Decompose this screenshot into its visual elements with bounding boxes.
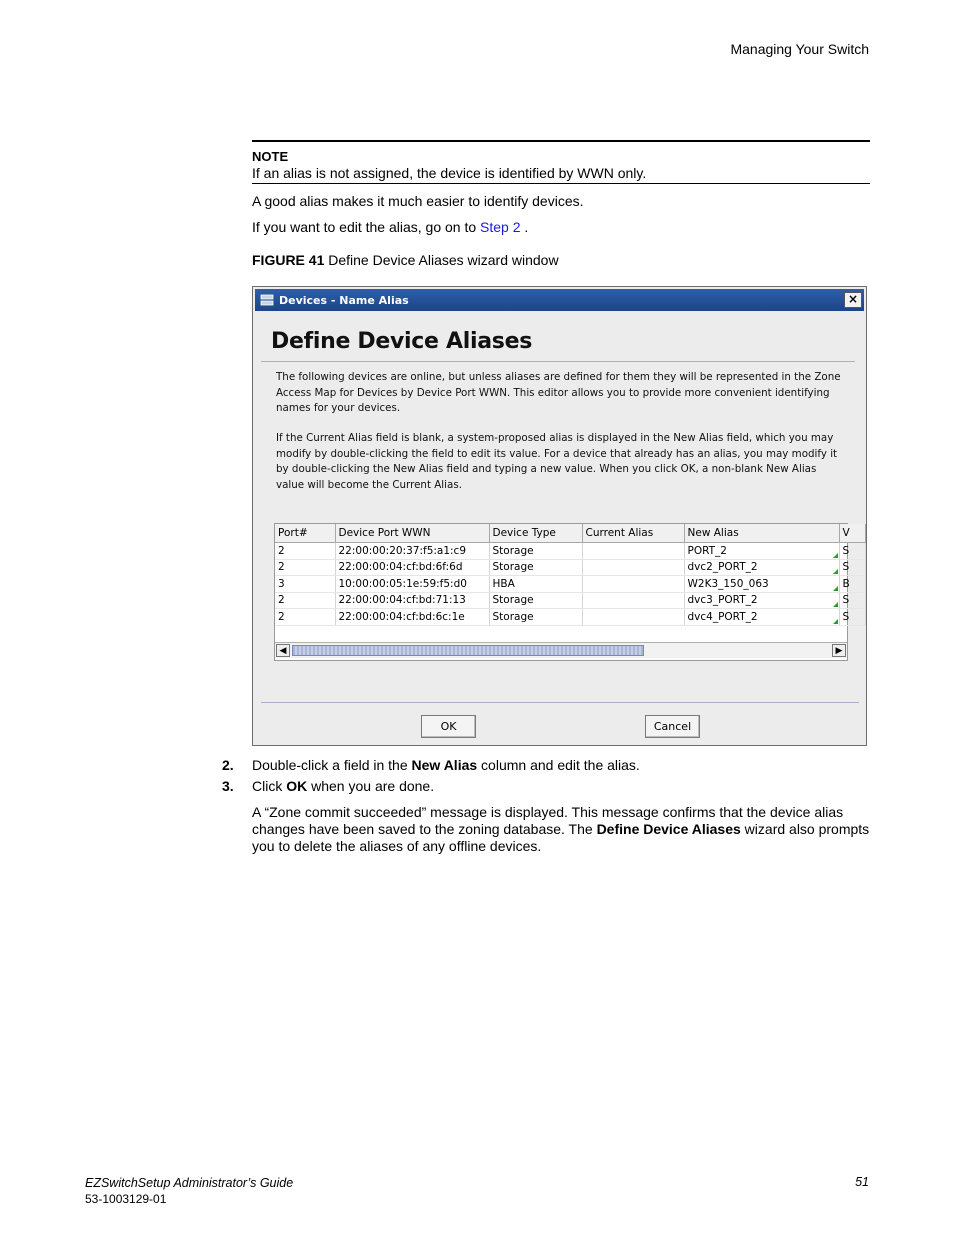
new-alias-value: dvc3_PORT_2 bbox=[687, 594, 758, 607]
ok-button[interactable]: OK bbox=[421, 715, 476, 738]
table-row[interactable] bbox=[275, 576, 865, 593]
footer-left bbox=[85, 1175, 293, 1207]
cell-new-alias[interactable] bbox=[684, 559, 839, 576]
dialog-description: The following devices are online, but unless aliases are defined for them they will be represented in the Zone Access Map for Devices by Device Port WWN. This editor allows you to provide more convenient identifying names for your devices. bbox=[276, 371, 841, 414]
cell-wwn: 22:00:00:20:37:f5:a1:c9 bbox=[335, 543, 489, 560]
step-number: 2. bbox=[222, 757, 234, 773]
new-alias-value: dvc4_PORT_2 bbox=[687, 610, 758, 623]
para-text-bold: Define Device Aliases bbox=[596, 821, 741, 837]
cell-wwn: 10:00:00:05:1e:59:f5:d0 bbox=[335, 576, 489, 593]
cell-port: 2 bbox=[275, 543, 335, 560]
cell-wwn: 22:00:00:04:cf:bd:71:13 bbox=[335, 592, 489, 609]
editable-marker-icon bbox=[833, 602, 838, 607]
new-alias-value: dvc2_PORT_2 bbox=[687, 561, 758, 574]
step-text-bold: OK bbox=[286, 778, 308, 794]
devices-icon bbox=[259, 293, 275, 307]
cell-wwn: 22:00:00:04:cf:bd:6f:6d bbox=[335, 559, 489, 576]
cell-truncated: S bbox=[839, 609, 865, 626]
dialog-heading: Define Device Aliases bbox=[271, 329, 532, 354]
editable-marker-icon bbox=[833, 553, 838, 558]
note-label: NOTE bbox=[252, 149, 289, 164]
body-paragraph: A good alias makes it much easier to identify devices. bbox=[252, 193, 584, 209]
dialog-description: If the Current Alias field is blank, a system-proposed alias is displayed in the New Alias field, which you may modify by double-clicking the field to edit its value. For a device that already has an alias, you may modify it by double-clicking the New Alias field and typing a new value. When you click OK, a non-blank New Alias value will become the Current Alias. bbox=[276, 432, 838, 491]
cell-port: 2 bbox=[275, 559, 335, 576]
table-row[interactable] bbox=[275, 543, 865, 560]
cell-device-type: Storage bbox=[489, 543, 582, 560]
table-header-row bbox=[275, 524, 865, 543]
para-text: A “Zone commit succeeded” message is displayed. This message confirms that the device alias changes have been saved to the zoning database. The bbox=[252, 804, 844, 837]
result-paragraph bbox=[252, 804, 872, 855]
cell-new-alias[interactable] bbox=[684, 609, 839, 626]
step-number: 3. bbox=[222, 778, 234, 794]
para-text: . bbox=[520, 219, 529, 235]
table-row[interactable] bbox=[275, 559, 865, 576]
note-top-rule bbox=[252, 140, 870, 142]
close-button[interactable]: × bbox=[844, 292, 862, 308]
column-header-new-alias[interactable]: New Alias bbox=[684, 524, 839, 543]
column-header-device-type[interactable]: Device Type bbox=[489, 524, 582, 543]
scroll-left-icon[interactable]: ◀ bbox=[276, 644, 290, 657]
para-text: wizard also prompts you to delete the aliases of any offline devices. bbox=[252, 821, 870, 854]
cancel-button[interactable]: Cancel bbox=[645, 715, 700, 738]
step-text-part: Click bbox=[252, 778, 287, 794]
para-text: If you want to edit the alias, go on to bbox=[252, 219, 481, 235]
step-text-part: Double-click a field in the bbox=[252, 757, 412, 773]
column-header-current-alias[interactable]: Current Alias bbox=[582, 524, 684, 543]
cell-new-alias[interactable] bbox=[684, 576, 839, 593]
heading-divider bbox=[261, 361, 855, 362]
note-text: If an alias is not assigned, the device is identified by WWN only. bbox=[252, 165, 647, 181]
cell-new-alias[interactable] bbox=[684, 543, 839, 560]
cell-device-type: HBA bbox=[489, 576, 582, 593]
cell-device-type: Storage bbox=[489, 592, 582, 609]
table-row[interactable] bbox=[275, 592, 865, 609]
figure-caption bbox=[252, 252, 559, 268]
body-paragraph bbox=[252, 219, 528, 235]
cell-truncated: S bbox=[839, 543, 865, 560]
figure-caption-text: Define Device Aliases wizard window bbox=[324, 252, 559, 268]
step-text-part: column and edit the alias. bbox=[477, 757, 640, 773]
step-text bbox=[252, 778, 434, 794]
cell-new-alias[interactable] bbox=[684, 592, 839, 609]
cell-truncated: B bbox=[839, 576, 865, 593]
cell-port: 2 bbox=[275, 592, 335, 609]
guide-title: EZSwitchSetup Administrator’s Guide bbox=[85, 1176, 294, 1190]
new-alias-value: W2K3_150_063 bbox=[687, 577, 769, 590]
column-header-wwn[interactable]: Device Port WWN bbox=[335, 524, 489, 543]
name-alias-dialog bbox=[252, 286, 867, 746]
cell-truncated: S bbox=[839, 592, 865, 609]
running-header: Managing Your Switch bbox=[730, 41, 869, 57]
note-bottom-rule bbox=[252, 183, 870, 184]
figure-label: FIGURE 41 bbox=[252, 252, 325, 268]
step-text bbox=[252, 757, 640, 773]
editable-marker-icon bbox=[833, 569, 838, 574]
page-number: 51 bbox=[855, 1175, 869, 1189]
step-2-link[interactable]: Step 2 bbox=[480, 219, 521, 235]
alias-table bbox=[274, 523, 848, 661]
cell-current-alias bbox=[582, 543, 684, 560]
scroll-right-icon[interactable]: ▶ bbox=[832, 644, 846, 657]
cell-current-alias bbox=[582, 559, 684, 576]
horizontal-scrollbar[interactable] bbox=[275, 642, 847, 658]
cell-wwn: 22:00:00:04:cf:bd:6c:1e bbox=[335, 609, 489, 626]
editable-marker-icon bbox=[833, 586, 838, 591]
step-text-part: when you are done. bbox=[307, 778, 435, 794]
cell-device-type: Storage bbox=[489, 559, 582, 576]
column-header-truncated[interactable]: V bbox=[839, 524, 865, 543]
cell-current-alias bbox=[582, 592, 684, 609]
step-text-bold: New Alias bbox=[411, 757, 478, 773]
doc-number: 53-1003129-01 bbox=[85, 1192, 167, 1206]
scrollbar-thumb[interactable] bbox=[292, 645, 644, 656]
dialog-title: Devices - Name Alias bbox=[279, 293, 409, 307]
new-alias-value: PORT_2 bbox=[687, 544, 727, 557]
table-row[interactable] bbox=[275, 609, 865, 626]
editable-marker-icon bbox=[833, 619, 838, 624]
cell-current-alias bbox=[582, 609, 684, 626]
cell-device-type: Storage bbox=[489, 609, 582, 626]
cell-port: 2 bbox=[275, 609, 335, 626]
cell-current-alias bbox=[582, 576, 684, 593]
cell-truncated: S bbox=[839, 559, 865, 576]
button-divider bbox=[261, 702, 859, 703]
cell-port: 3 bbox=[275, 576, 335, 593]
column-header-port[interactable]: Port# bbox=[275, 524, 335, 543]
dialog-titlebar[interactable] bbox=[255, 289, 864, 311]
